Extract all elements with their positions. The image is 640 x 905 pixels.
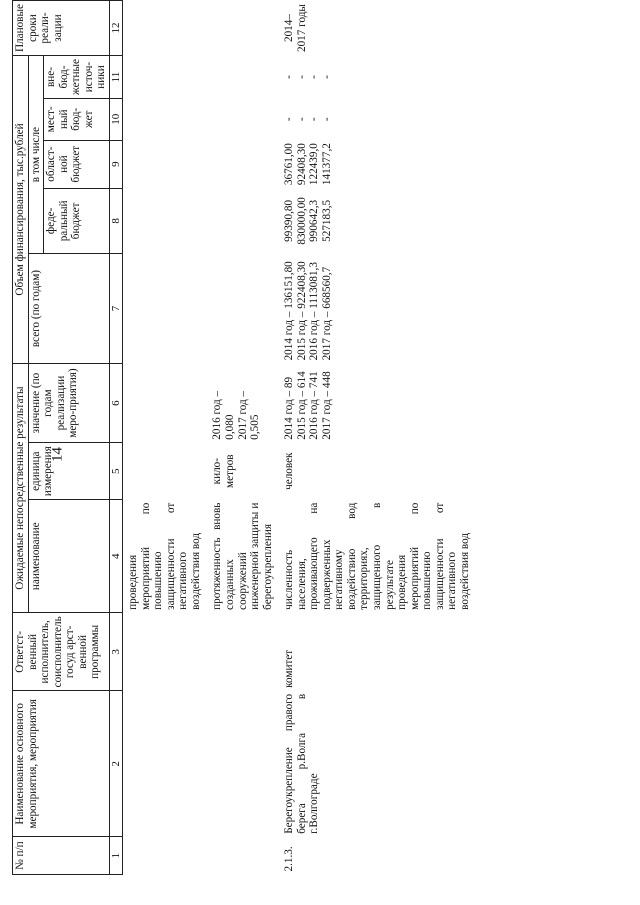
fin-total-cell: [275, 254, 472, 364]
column-number-row: [109, 1, 122, 875]
header-fin-extrabudget: вне-бюд-жетные источ-ники: [44, 56, 110, 99]
header-executor: Ответст-венный исполнитель, соисполнитель госуд арст-венной программы: [13, 613, 110, 691]
header-result-unit: единица измерения: [28, 443, 109, 500]
federal-line: 990642,3: [308, 199, 321, 242]
col-number: 5: [109, 443, 122, 500]
row-number: 2.1.3.: [283, 846, 296, 872]
header-result-name: наименование: [28, 500, 109, 613]
total-line: 2016 год – 1113081,3: [308, 262, 321, 361]
value-line: 2016 год – 0,080: [211, 390, 236, 440]
col-number: 8: [109, 188, 122, 254]
local-line: -: [320, 117, 333, 122]
table-row: [275, 1, 472, 875]
header-fin-incl: в том числе: [28, 56, 44, 254]
federal-line: 830000,00: [295, 197, 308, 245]
terms-cell: 2014–2017 годы: [283, 4, 308, 53]
total-line: 2017 год – 668560,7: [320, 266, 333, 361]
result-unit-cell: кило-метров: [211, 454, 236, 488]
fin-extrabudget-cell: [275, 56, 472, 99]
header-result-value: значение (по годам реализации меро-приятия): [28, 363, 109, 442]
result-value-cell: [203, 363, 275, 442]
value-line: 2016 год – 741: [308, 371, 321, 440]
result-name-cell: численность населения, проживающего на подверженных негативному воздействию вод территориях, защищенного в результате проведения мероприятий по повышению защищенности от негативного воздействия вод: [283, 502, 471, 610]
extrabudget-line: -: [320, 75, 333, 79]
result-value-cell: [275, 363, 472, 442]
header-results-group: Ожидаемые непосредственные результаты: [13, 363, 29, 612]
col-number: 3: [109, 613, 122, 691]
local-line: -: [308, 117, 321, 122]
regional-line: 141377,2: [320, 143, 333, 186]
header-num: № п/п: [13, 837, 110, 875]
col-number: 7: [109, 254, 122, 364]
fin-local-cell: [275, 98, 472, 140]
extrabudget-line: -: [283, 75, 296, 79]
col-number: 9: [109, 140, 122, 188]
result-unit-cell: человек: [283, 452, 296, 490]
regional-line: 92408,30: [295, 143, 308, 186]
value-line: 2017 год – 0,505: [236, 390, 262, 440]
measure-name: Берегоукрепление правого берега р.Волга в г.Волгограде: [283, 693, 321, 834]
program-table: [12, 0, 472, 875]
result-name-cell: проведения мероприятий по повышению защищенности от негативного воздействия вод: [127, 502, 202, 610]
regional-line: 122439,0: [308, 143, 321, 186]
header-fin-federal: феде-ральный бюджет: [44, 188, 110, 254]
col-number: 1: [109, 837, 122, 875]
col-number: 4: [109, 500, 122, 613]
extrabudget-line: -: [308, 75, 321, 79]
fin-regional-cell: [275, 140, 472, 188]
local-line: -: [283, 117, 296, 122]
total-line: 2014 год – 136151,80: [283, 261, 296, 361]
local-line: -: [295, 117, 308, 122]
total-line: 2015 год – 922408,30: [295, 261, 308, 361]
header-name: Наименование основного мероприятия, мероприятия: [13, 691, 110, 837]
page-number: 14: [49, 447, 66, 462]
col-number: 12: [109, 1, 122, 56]
value-line: 2014 год – 89: [283, 376, 296, 440]
col-number: 10: [109, 98, 122, 140]
header-fin-local: мест-ный бюд-жет: [44, 98, 110, 140]
value-line: 2017 год – 448: [320, 371, 333, 440]
value-line: 2015 год – 614: [295, 371, 308, 440]
regional-line: 36761,00: [283, 143, 296, 186]
col-number: 11: [109, 56, 122, 99]
header-terms: Плановые сроки реали-зации: [13, 1, 110, 56]
table-row-continuation: [203, 1, 275, 875]
col-number: 6: [109, 363, 122, 442]
header-fin-total: всего (по годам): [28, 254, 109, 364]
extrabudget-line: -: [295, 75, 308, 79]
executor-cell: комитет: [283, 649, 296, 688]
header-financing-group: Объем финансирования, тыс.рублей: [13, 56, 29, 364]
col-number: 2: [109, 691, 122, 837]
federal-line: 99390,80: [283, 199, 296, 242]
table-row-continuation: [123, 1, 204, 875]
fin-federal-cell: [275, 188, 472, 254]
result-name-cell: протяженность вновь созданных сооружений инженерной защиты и берегоукрепления: [211, 502, 274, 610]
header-fin-regional: област-ной бюджет: [44, 140, 110, 188]
federal-line: 527183,5: [320, 199, 333, 242]
